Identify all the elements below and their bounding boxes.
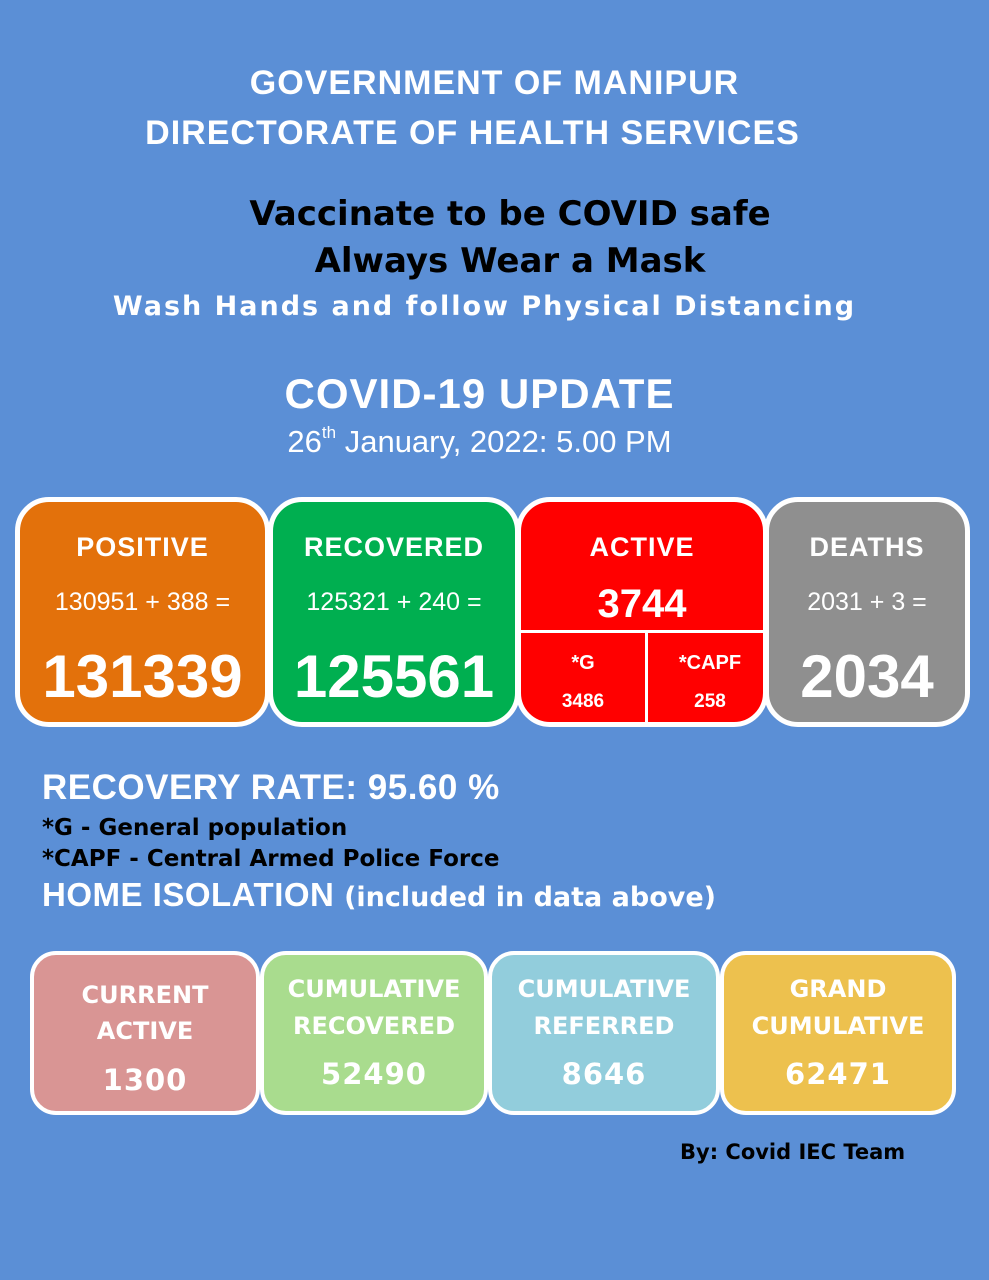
date-day: 26 xyxy=(287,424,322,459)
home-current-active-line2: ACTIVE xyxy=(96,1017,194,1045)
active-general-value: 3486 xyxy=(561,691,605,712)
home-current-active-line1: CURRENT xyxy=(81,981,209,1009)
recovered-card xyxy=(268,497,520,727)
home-grand-cumulative-line1: GRAND xyxy=(789,975,887,1003)
credit: By: Covid IEC Team xyxy=(680,1140,906,1164)
deaths-sum: 2031 + 3 = xyxy=(807,588,927,616)
slogan-vaccinate: Vaccinate to be COVID safe xyxy=(249,194,771,234)
active-capf-value: 258 xyxy=(694,691,726,712)
home-isolation-title: HOME ISOLATION xyxy=(42,876,335,913)
home-cumulative-recovered-line2: RECOVERED xyxy=(292,1012,455,1040)
recovery-rate: RECOVERY RATE: 95.60 % xyxy=(42,768,500,807)
recovered-total: 125561 xyxy=(293,643,495,710)
active-total: 3744 xyxy=(597,582,687,626)
update-date xyxy=(0,424,974,460)
active-divider-horizontal xyxy=(521,630,763,633)
home-grand-cumulative-line2: CUMULATIVE xyxy=(751,1012,925,1040)
home-cumulative-referred-box xyxy=(488,951,720,1115)
positive-title: POSITIVE xyxy=(76,532,209,562)
deaths-card xyxy=(764,497,970,727)
home-grand-cumulative-box xyxy=(720,951,956,1115)
home-current-active-box xyxy=(30,951,260,1115)
home-isolation-subtitle: (included in data above) xyxy=(344,882,717,913)
home-current-active-value: 1300 xyxy=(102,1063,188,1097)
active-capf-cell xyxy=(648,652,768,713)
date-day-suffix: th xyxy=(321,422,337,442)
slogan-mask: Always Wear a Mask xyxy=(314,241,706,281)
active-card xyxy=(516,497,768,727)
active-general-label: *G xyxy=(571,652,595,674)
deaths-title: DEATHS xyxy=(809,532,925,562)
active-general-cell xyxy=(521,652,645,713)
header-government: GOVERNMENT OF MANIPUR xyxy=(249,64,740,102)
note-general-population: *G - General population xyxy=(42,815,348,841)
active-title: ACTIVE xyxy=(589,532,695,562)
recovered-sum: 125321 + 240 = xyxy=(306,588,482,616)
home-cumulative-recovered-line1: CUMULATIVE xyxy=(287,975,461,1003)
home-cumulative-referred-value: 8646 xyxy=(561,1057,647,1091)
header-directorate: DIRECTORATE OF HEALTH SERVICES xyxy=(145,114,800,152)
home-cumulative-referred-line1: CUMULATIVE xyxy=(517,975,691,1003)
home-cumulative-referred-line2: REFERRED xyxy=(533,1012,675,1040)
date-rest: January, 2022: 5.00 PM xyxy=(336,424,672,459)
home-grand-cumulative-value: 62471 xyxy=(785,1057,891,1091)
recovered-title: RECOVERED xyxy=(303,532,485,562)
home-cumulative-recovered-value: 52490 xyxy=(321,1057,427,1091)
positive-card xyxy=(15,497,270,727)
active-capf-label: *CAPF xyxy=(678,652,742,674)
positive-total: 131339 xyxy=(42,643,243,710)
update-title: COVID-19 UPDATE xyxy=(284,370,675,417)
deaths-total: 2034 xyxy=(800,643,934,710)
positive-sum: 130951 + 388 = xyxy=(54,588,231,616)
home-isolation-heading xyxy=(42,876,716,914)
slogan-wash-hands: Wash Hands and follow Physical Distancing xyxy=(112,291,857,322)
note-capf: *CAPF - Central Armed Police Force xyxy=(42,846,500,872)
home-cumulative-recovered-box xyxy=(260,951,488,1115)
